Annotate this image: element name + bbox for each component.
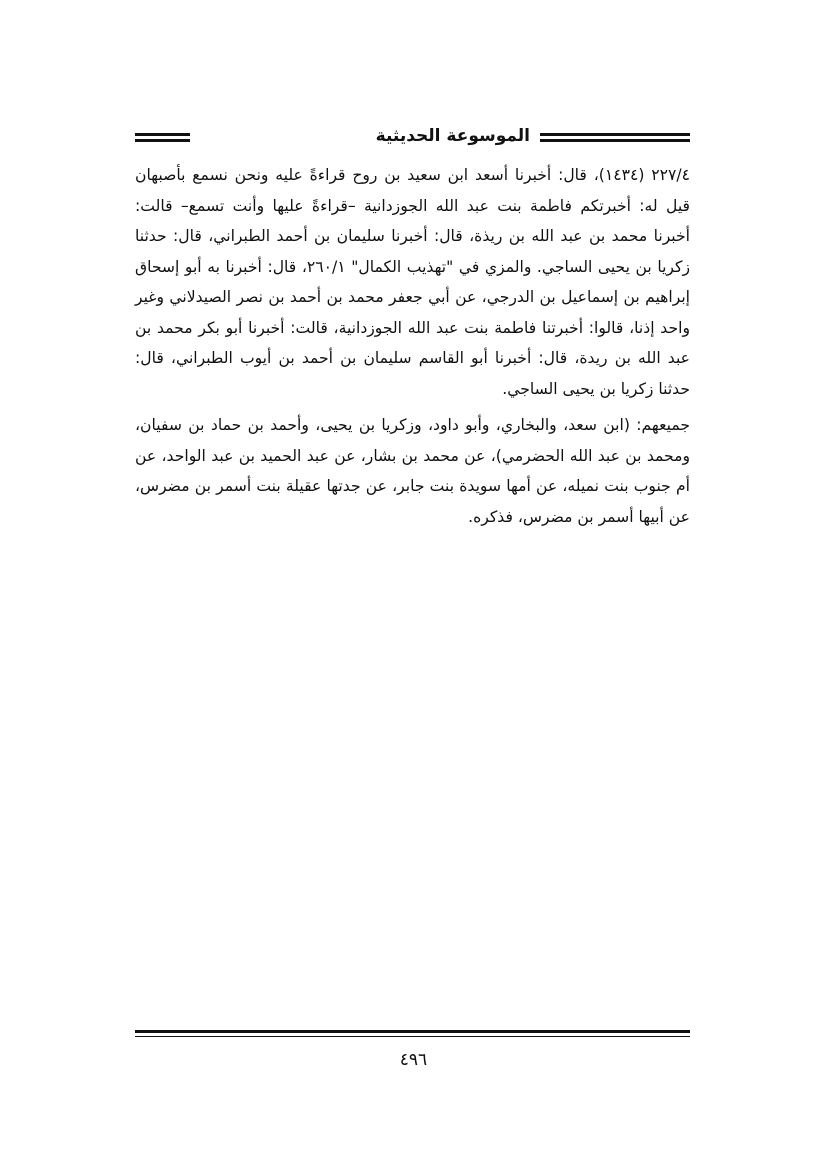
header-rule-right-thick-2 (540, 139, 690, 142)
body-text (135, 160, 690, 532)
header-title: الموسوعة الحديثية (375, 126, 530, 146)
footer-rule-thick (135, 1030, 690, 1033)
header-rule-left-thick (135, 133, 190, 136)
footer-rule (135, 1030, 690, 1044)
paragraph-isnad: ٢٢٧/٤ (١٤٣٤)، قال: أخبرنا أسعد ابن سعيد بن روح قراءةً عليه ونحن نسمع بأصبهان قيل له: أخبرتكم فاطمة بنت عبد الله الجوزدانية –قراءةً عليها وأنت تسمع– قالت: أخبرنا محمد بن عبد الله بن ريذة، قال: أخبرنا سليمان بن أحمد الطبراني، قال: حدثنا زكريا بن يحيى الساجي. والمزي في "تهذيب الكمال" ٢٦٠/١، قال: أخبرنا به أبو إسحاق إبراهيم بن إسماعيل بن الدرجي، عن أبي جعفر محمد بن أحمد بن نصر الصيدلاني وغير واحد إذنا، قالوا: أخبرتنا فاطمة بنت عبد الله الجوزدانية، قالت: أخبرنا أبو بكر محمد بن عبد الله بن ريدة، قال: أخبرنا أبو القاسم سليمان بن أحمد بن أيوب الطبراني، قال: حدثنا زكريا بن يحيى الساجي. (135, 166, 690, 398)
running-header (135, 124, 690, 154)
footer-rule-thin (135, 1036, 690, 1037)
header-rule-left-thick-2 (135, 139, 190, 142)
header-rule-right-thick (540, 133, 690, 136)
paragraph-summary: جميعهم: (ابن سعد، والبخاري، وأبو داود، وزكريا بن يحيى، وأحمد بن حماد بن سفيان، ومحمد بن عبد الله الحضرمي)، عن محمد بن بشار، عن عبد الحميد بن عبد الواحد، عن أم جنوب بنت نميله، عن أمها سويدة بنت جابر، عن جدتها عقيلة بنت أسمر بن مضرس، عن أبيها أسمر بن مضرس، فذكره. (135, 416, 690, 526)
page-number: ٤٩٦ (399, 1050, 428, 1070)
